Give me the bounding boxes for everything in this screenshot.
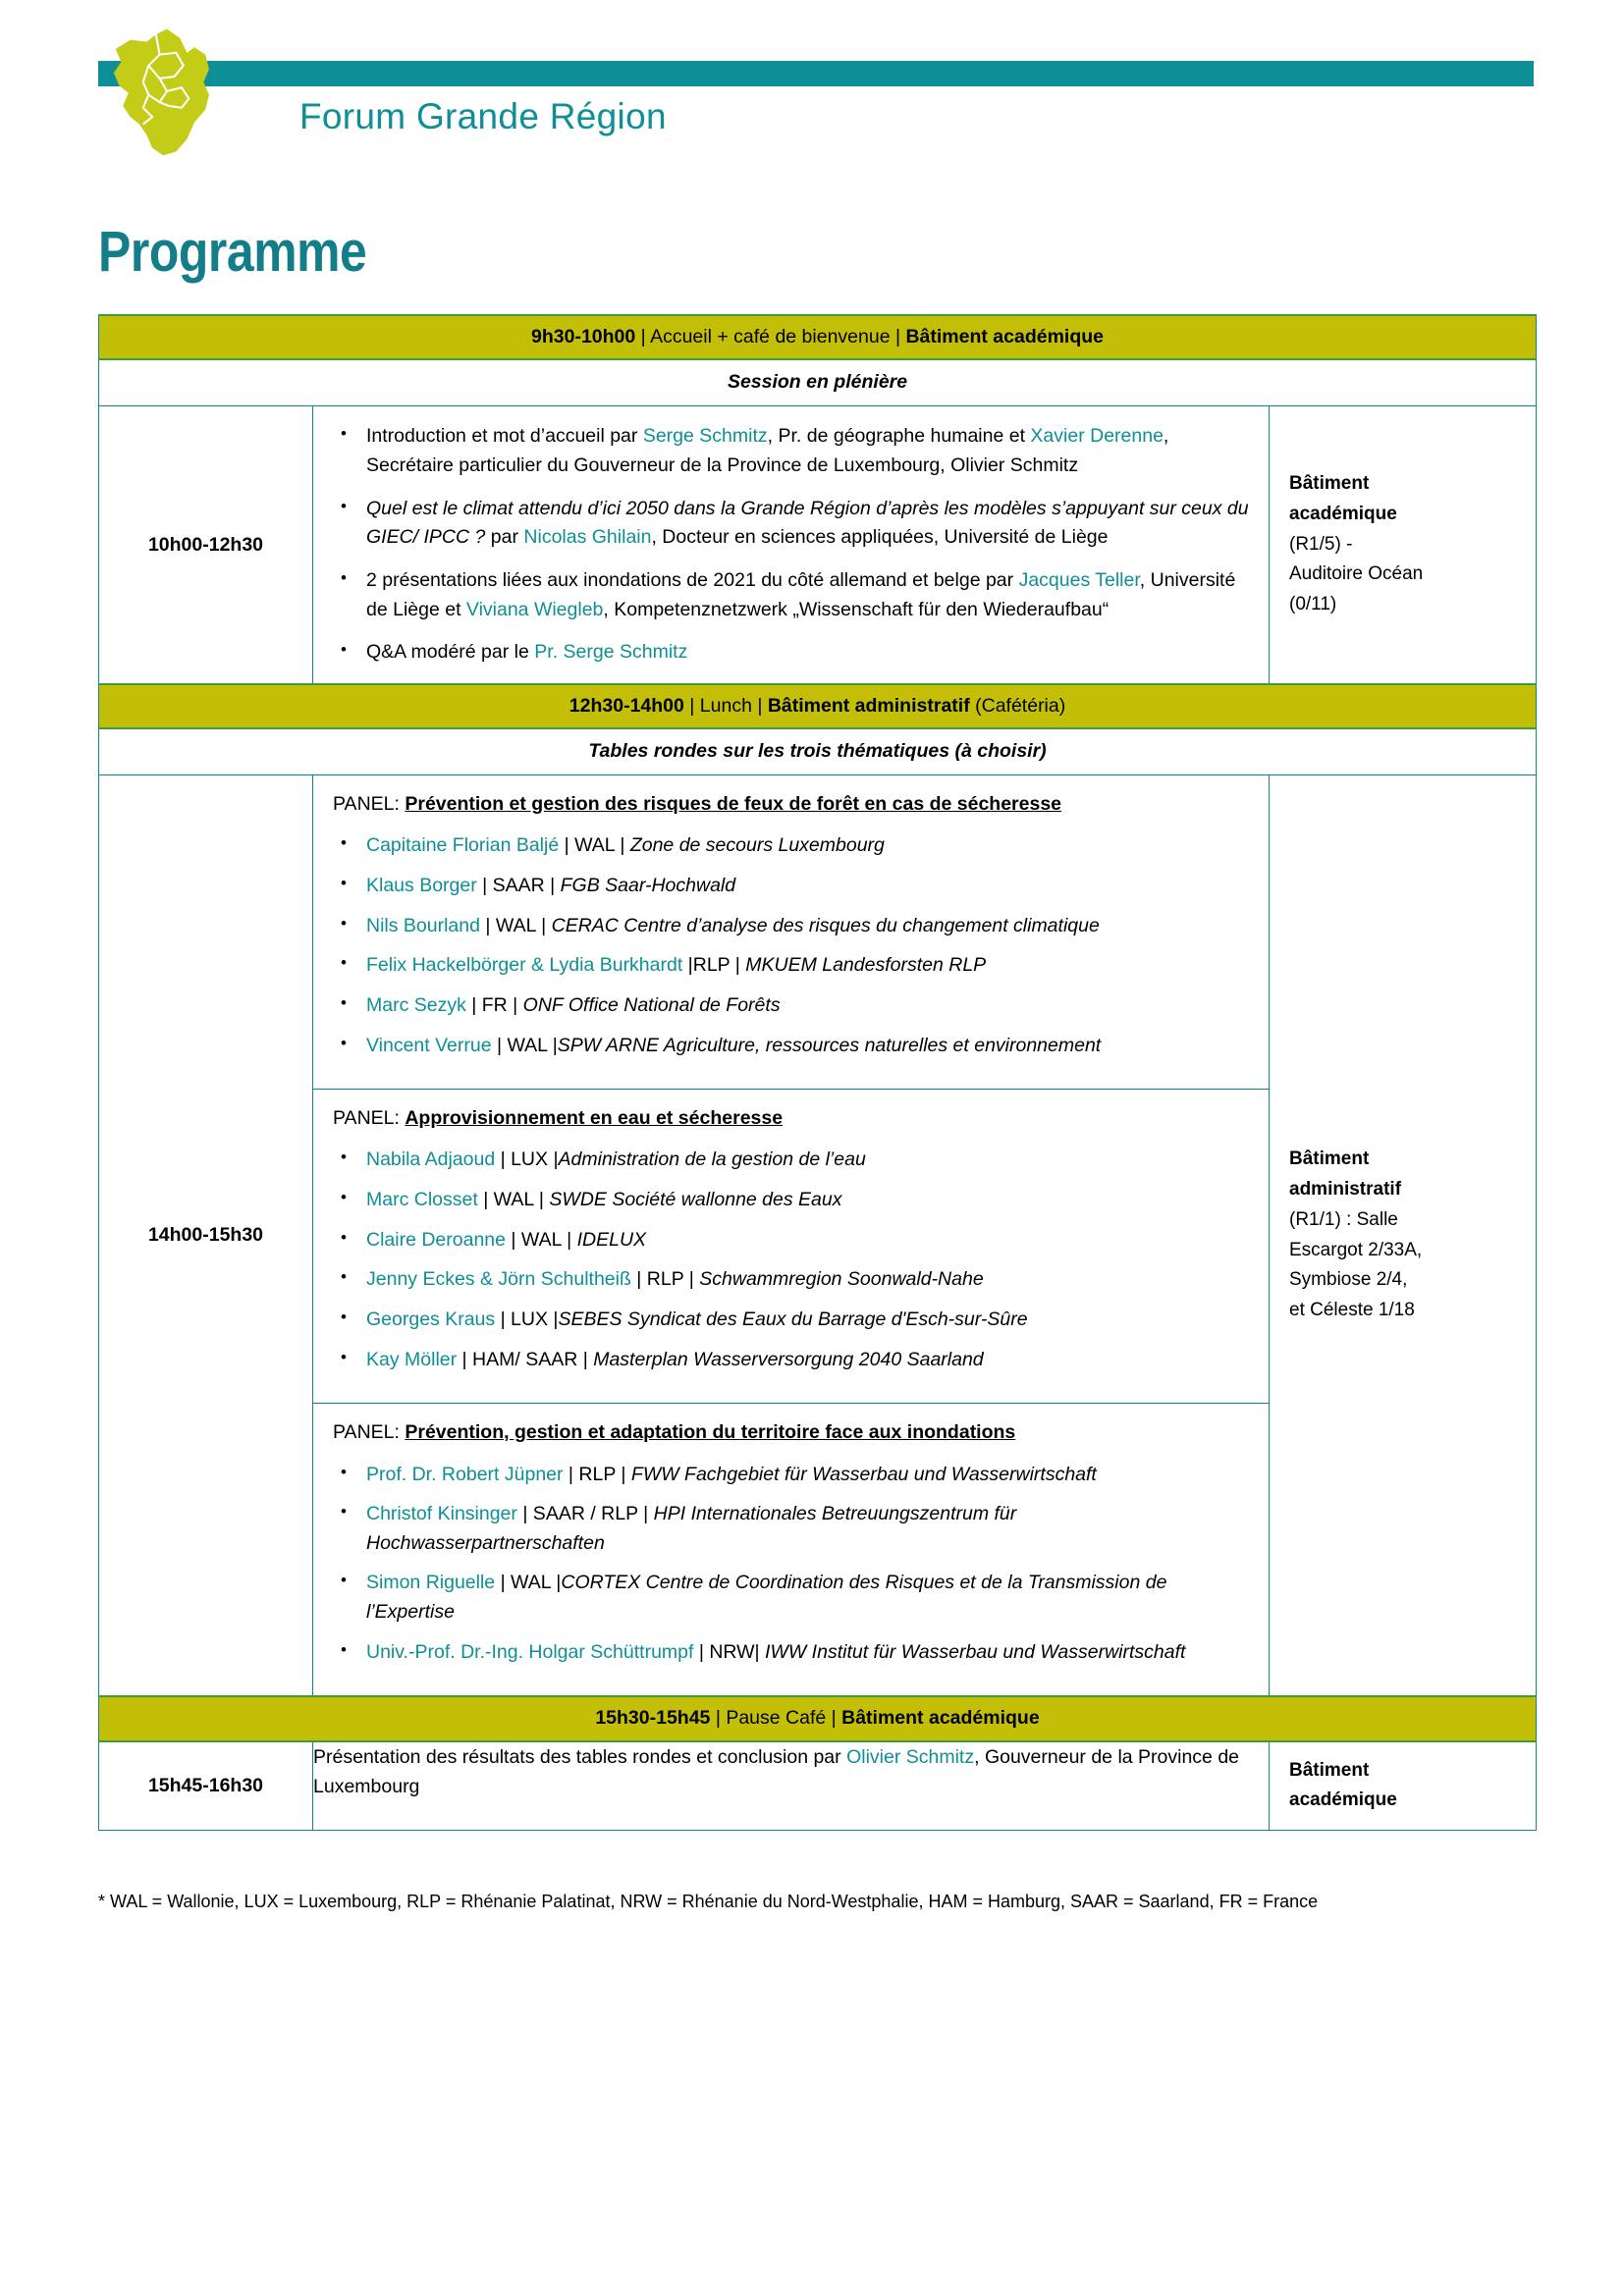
- participant-region: | WAL |: [495, 1572, 562, 1594]
- participant-region: | SAAR / RLP |: [516, 1503, 654, 1525]
- table-row-closing: [99, 1741, 1537, 1831]
- participant-name: Jenny Eckes & Jörn Schultheiß: [366, 1268, 631, 1291]
- participant-organisation: Masterplan Wasserversorgung 2040 Saarland: [593, 1348, 984, 1370]
- panel-title-text: Prévention, gestion et adaptation du territoire face aux inondations: [405, 1421, 1016, 1444]
- welcome-venue: Bâtiment académique: [905, 326, 1105, 347]
- participant-name: Univ.-Prof. Dr.-Ing. Holgar Schüttrumpf: [366, 1640, 694, 1663]
- panel-participant-list: [323, 1146, 1251, 1374]
- participant-organisation: Administration de la gestion de l’eau: [558, 1148, 866, 1171]
- participant-organisation: FWW Fachgebiet für Wasserbau und Wasserwirtschaft: [630, 1463, 1097, 1485]
- panel-participant: [366, 1186, 1251, 1215]
- welcome-sep-2: |: [890, 326, 906, 347]
- roundtables-venue-line3: (R1/1) : Salle: [1289, 1208, 1398, 1230]
- bullet-text: , Pr. de géographe humaine et: [767, 425, 1031, 448]
- participant-region: |RLP |: [682, 954, 746, 977]
- panel-heading: [333, 791, 1251, 818]
- speaker-name: Jacques Teller: [1018, 568, 1140, 591]
- participant-organisation: SEBES Syndicat des Eaux du Barrage d'Esch-sur-Sûre: [558, 1308, 1028, 1330]
- roundtables-venue-line5: Symbiose 2/4,: [1289, 1269, 1408, 1291]
- plenary-bullet-item: [366, 422, 1251, 480]
- panel-participant-list: [323, 1461, 1251, 1668]
- lunch-activity: Lunch: [699, 694, 752, 717]
- closing-venue-line1: Bâtiment: [1289, 1759, 1370, 1781]
- plenary-venue-line4: Auditoire Océan: [1289, 563, 1424, 585]
- plenary-venue-line2: académique: [1289, 503, 1397, 524]
- participant-name: Capitaine Florian Baljé: [366, 834, 560, 857]
- plenary-venue-line1: Bâtiment: [1289, 473, 1370, 495]
- table-row-break: [99, 1696, 1537, 1740]
- participant-organisation: CERAC Centre d’analyse des risques du changement climatique: [551, 914, 1100, 936]
- panel-participant: [366, 1146, 1251, 1175]
- panel-heading: [333, 1419, 1251, 1446]
- participant-name: Felix Hackelbörger & Lydia Burkhardt: [366, 954, 683, 977]
- lunch-sep-2: |: [751, 694, 768, 717]
- participant-name: Simon Riguelle: [366, 1572, 496, 1594]
- participant-name: Georges Kraus: [366, 1308, 496, 1330]
- speaker-name: Nicolas Ghilain: [523, 526, 652, 549]
- participant-region: | WAL |: [491, 1034, 558, 1056]
- plenary-bullet-list: [323, 422, 1251, 667]
- panel-participant: [366, 1265, 1251, 1295]
- panel-participant: [366, 1346, 1251, 1375]
- participant-region: | WAL |: [559, 834, 630, 857]
- table-row-roundtables-subhead: [99, 728, 1537, 775]
- speaker-name: Serge Schmitz: [642, 425, 768, 448]
- panel-title-text: Approvisionnement en eau et sécheresse: [405, 1107, 784, 1130]
- bullet-text: , Docteur en sciences appliquées, Université de Liège: [651, 526, 1109, 549]
- panel-participant: [366, 951, 1251, 981]
- grande-region-map-icon: [98, 22, 236, 159]
- bullet-text: par: [485, 526, 524, 549]
- panel-participant: [366, 1032, 1251, 1061]
- closing-venue: [1270, 1741, 1537, 1831]
- roundtables-venue-line4: Escargot 2/33A,: [1289, 1239, 1423, 1260]
- roundtables-subhead: Tables rondes sur les trois thématiques (à choisir): [99, 728, 1537, 775]
- header-teal-bar: [98, 61, 1534, 86]
- participant-name: Klaus Borger: [366, 875, 477, 897]
- table-row-plenary-subhead: [99, 359, 1537, 406]
- participant-name: Prof. Dr. Robert Jüpner: [366, 1463, 564, 1485]
- table-row-roundtables: [99, 775, 1537, 1697]
- bullet-text: 2 présentations liées aux inondations de 2021 du côté allemand et belge par: [366, 568, 1019, 591]
- welcome-band-cell: [99, 315, 1537, 359]
- panel-participant: [366, 912, 1251, 941]
- participant-region: | SAAR |: [476, 875, 561, 897]
- table-row-welcome: [99, 315, 1537, 359]
- participant-organisation: IWW Institut für Wasserbau und Wasserwirtschaft: [765, 1640, 1186, 1663]
- panel-participant: [366, 1638, 1251, 1668]
- page-title: Programme: [98, 220, 367, 284]
- talk-title: Quel est le climat attendu d’ici 2050 dans la Grande Région d’après les modèles s’appuyant sur ceux du GIEC/ IPCC ?: [366, 497, 1249, 549]
- table-row-lunch: [99, 684, 1537, 728]
- participant-name: Nabila Adjaoud: [366, 1148, 496, 1171]
- roundtables-content: [313, 775, 1270, 1697]
- participant-name: Christof Kinsinger: [366, 1503, 517, 1525]
- participant-region: | RLP |: [630, 1268, 700, 1291]
- closing-venue-line2: académique: [1289, 1789, 1397, 1811]
- lunch-extra: (Cafétéria): [969, 694, 1066, 717]
- participant-organisation: Schwammregion Soonwald-Nahe: [699, 1268, 984, 1291]
- roundtables-venue-line1: Bâtiment: [1289, 1148, 1370, 1170]
- speaker-name: Viviana Wiegleb: [465, 598, 604, 620]
- participant-organisation: SPW ARNE Agriculture, ressources naturelles et environnement: [557, 1034, 1102, 1056]
- panel-heading: [333, 1105, 1251, 1132]
- panel-block: [313, 775, 1269, 1089]
- roundtables-venue-line2: administratif: [1289, 1179, 1402, 1201]
- participant-organisation: FGB Saar-Hochwald: [560, 875, 736, 897]
- panel-participant-list: [323, 831, 1251, 1060]
- break-band-cell: [99, 1696, 1537, 1740]
- participant-name: Marc Closset: [366, 1189, 478, 1211]
- bullet-text: , Secrétaire particulier du Gouverneur de la Province de Luxembourg, Olivier Schmitz: [366, 425, 1169, 476]
- participant-region: | RLP |: [563, 1463, 631, 1485]
- break-venue: Bâtiment académique: [841, 1707, 1040, 1730]
- panel-block: [313, 1403, 1269, 1695]
- panel-title-text: Prévention et gestion des risques de feux de forêt en cas de sécheresse: [405, 793, 1062, 816]
- bullet-text: , Université de Liège et: [366, 568, 1236, 620]
- participant-organisation: MKUEM Landesforsten RLP: [745, 954, 987, 977]
- panel-label: PANEL:: [333, 1107, 406, 1130]
- participant-organisation: IDELUX: [576, 1228, 647, 1251]
- bullet-text: Q&A modéré par le: [366, 641, 535, 664]
- speaker-name: Pr. Serge Schmitz: [534, 641, 688, 664]
- participant-region: | LUX |: [495, 1148, 559, 1171]
- welcome-sep-1: |: [635, 326, 651, 347]
- break-sep-2: |: [826, 1707, 842, 1730]
- panel-participant: [366, 1500, 1251, 1558]
- panel-participant: [366, 831, 1251, 861]
- participant-organisation: ONF Office National de Forêts: [522, 993, 781, 1016]
- panel-block: [313, 1089, 1269, 1403]
- break-time: 15h30-15h45: [595, 1707, 711, 1730]
- panels-host: [313, 775, 1269, 1695]
- participant-region: | WAL |: [479, 914, 552, 936]
- closing-text-after: , Gouverneur de la Province de Luxembourg: [313, 1745, 1240, 1797]
- panel-participant: [366, 1461, 1251, 1490]
- closing-text-before: Présentation des résultats des tables rondes et conclusion par: [313, 1745, 847, 1768]
- participant-region: | LUX |: [495, 1308, 559, 1330]
- lunch-sep-1: |: [683, 694, 700, 717]
- welcome-activity: Accueil + café de bienvenue: [650, 326, 891, 347]
- plenary-bullet-item: [366, 566, 1251, 624]
- break-sep-1: |: [710, 1707, 727, 1730]
- panel-participant: [366, 1306, 1251, 1335]
- participant-name: Vincent Verrue: [366, 1034, 492, 1056]
- participant-organisation: Zone de secours Luxembourg: [629, 834, 885, 857]
- programme-table: [98, 314, 1537, 1831]
- participant-name: Kay Möller: [366, 1348, 458, 1370]
- closing-content: [313, 1741, 1270, 1831]
- panel-label: PANEL:: [333, 793, 406, 816]
- roundtables-time: 14h00-15h30: [99, 775, 313, 1697]
- bullet-text: Introduction et mot d’accueil par: [366, 425, 643, 448]
- plenary-venue-line3: (R1/5) -: [1289, 533, 1353, 555]
- plenary-venue: [1270, 406, 1537, 684]
- closing-speaker-name: Olivier Schmitz: [846, 1745, 975, 1768]
- closing-time: 15h45-16h30: [99, 1741, 313, 1831]
- participant-region: | NRW|: [693, 1640, 766, 1663]
- roundtables-venue-line6: et Céleste 1/18: [1289, 1300, 1415, 1321]
- panel-participant: [366, 1226, 1251, 1255]
- speaker-name: Xavier Derenne: [1030, 425, 1164, 448]
- participant-organisation: CORTEX Centre de Coordination des Risques et de la Transmission de l’Expertise: [366, 1572, 1167, 1624]
- document-header: [98, 0, 1536, 211]
- break-activity: Pause Café: [726, 1707, 827, 1730]
- table-row-plenary: [99, 406, 1537, 684]
- panel-participant: [366, 1569, 1251, 1627]
- plenary-venue-line5: (0/11): [1289, 594, 1337, 615]
- participant-region: | WAL |: [506, 1228, 577, 1251]
- participant-region: | HAM/ SAAR |: [457, 1348, 594, 1370]
- plenary-content: [313, 406, 1270, 684]
- plenary-bullet-item: [366, 638, 1251, 667]
- roundtables-venue: [1270, 775, 1537, 1697]
- welcome-time: 9h30-10h00: [531, 326, 636, 347]
- participant-organisation: HPI Internationales Betreuungszentrum für Hochwasserpartnerschaften: [366, 1503, 1017, 1554]
- participant-organisation: SWDE Société wallonne des Eaux: [549, 1189, 842, 1211]
- participant-name: Claire Deroanne: [366, 1228, 506, 1251]
- participant-region: | WAL |: [477, 1189, 550, 1211]
- participant-name: Nils Bourland: [366, 914, 480, 936]
- plenary-time: 10h00-12h30: [99, 406, 313, 684]
- plenary-bullet-item: [366, 495, 1251, 553]
- panel-participant: [366, 872, 1251, 901]
- lunch-time: 12h30-14h00: [568, 694, 684, 717]
- lunch-venue: Bâtiment administratif: [767, 694, 970, 717]
- panel-participant: [366, 991, 1251, 1021]
- participant-name: Marc Sezyk: [366, 993, 466, 1016]
- panel-label: PANEL:: [333, 1421, 406, 1444]
- region-codes-footnote: * WAL = Wallonie, LUX = Luxembourg, RLP = Rhénanie Palatinat, NRW = Rhénanie du Nord-Westphalie, HAM = Hamburg, SAAR = Saarland, FR = France: [98, 1892, 1319, 1912]
- plenary-subhead: Session en plénière: [99, 359, 1537, 406]
- brand-title: Forum Grande Région: [299, 96, 667, 136]
- bullet-text: , Kompetenznetzwerk „Wissenschaft für den Wiederaufbau“: [603, 598, 1110, 620]
- participant-region: | FR |: [465, 993, 523, 1016]
- lunch-band-cell: [99, 684, 1537, 728]
